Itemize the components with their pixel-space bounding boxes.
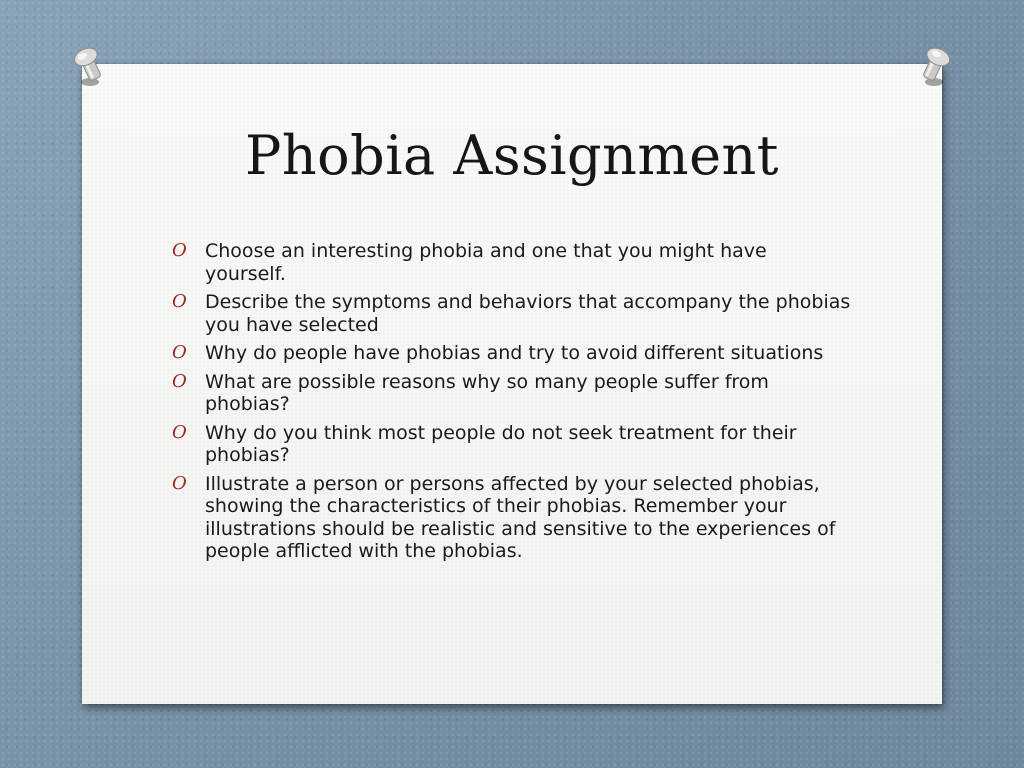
list-item: [172, 240, 852, 285]
push-pin-icon: [70, 42, 110, 90]
list-item: [172, 473, 852, 563]
bullet-marker: O: [172, 421, 187, 443]
bullet-marker: O: [172, 370, 187, 392]
bullet-text: Why do you think most people do not seek treatment for their phobias?: [205, 421, 797, 466]
slide-paper: [82, 64, 942, 704]
push-pin-icon: [914, 42, 954, 90]
bullet-text: Why do people have phobias and try to avoid different situations: [205, 342, 824, 364]
list-item: [172, 422, 852, 467]
bullet-text: What are possible reasons why so many people suffer from phobias?: [205, 370, 769, 415]
bullet-marker: O: [172, 291, 187, 312]
bullet-marker: O: [172, 240, 187, 261]
bullet-list: [172, 240, 852, 569]
list-item: [172, 371, 852, 416]
list-item: [172, 342, 852, 365]
bullet-marker: O: [172, 342, 187, 363]
bullet-text: Choose an interesting phobia and one that you might have yourself.: [205, 240, 767, 285]
list-item: [172, 291, 852, 336]
bullet-text: Illustrate a person or persons affected by your selected phobias, showing the characteristics of their phobias. Remember your illustrations should be realistic and sensitive to the experiences of people afflicted with the phobias.: [205, 472, 836, 562]
bullet-marker: O: [172, 472, 187, 494]
slide-title: Phobia Assignment: [245, 124, 779, 187]
bullet-text: Describe the symptoms and behaviors that accompany the phobias you have selected: [205, 291, 851, 336]
